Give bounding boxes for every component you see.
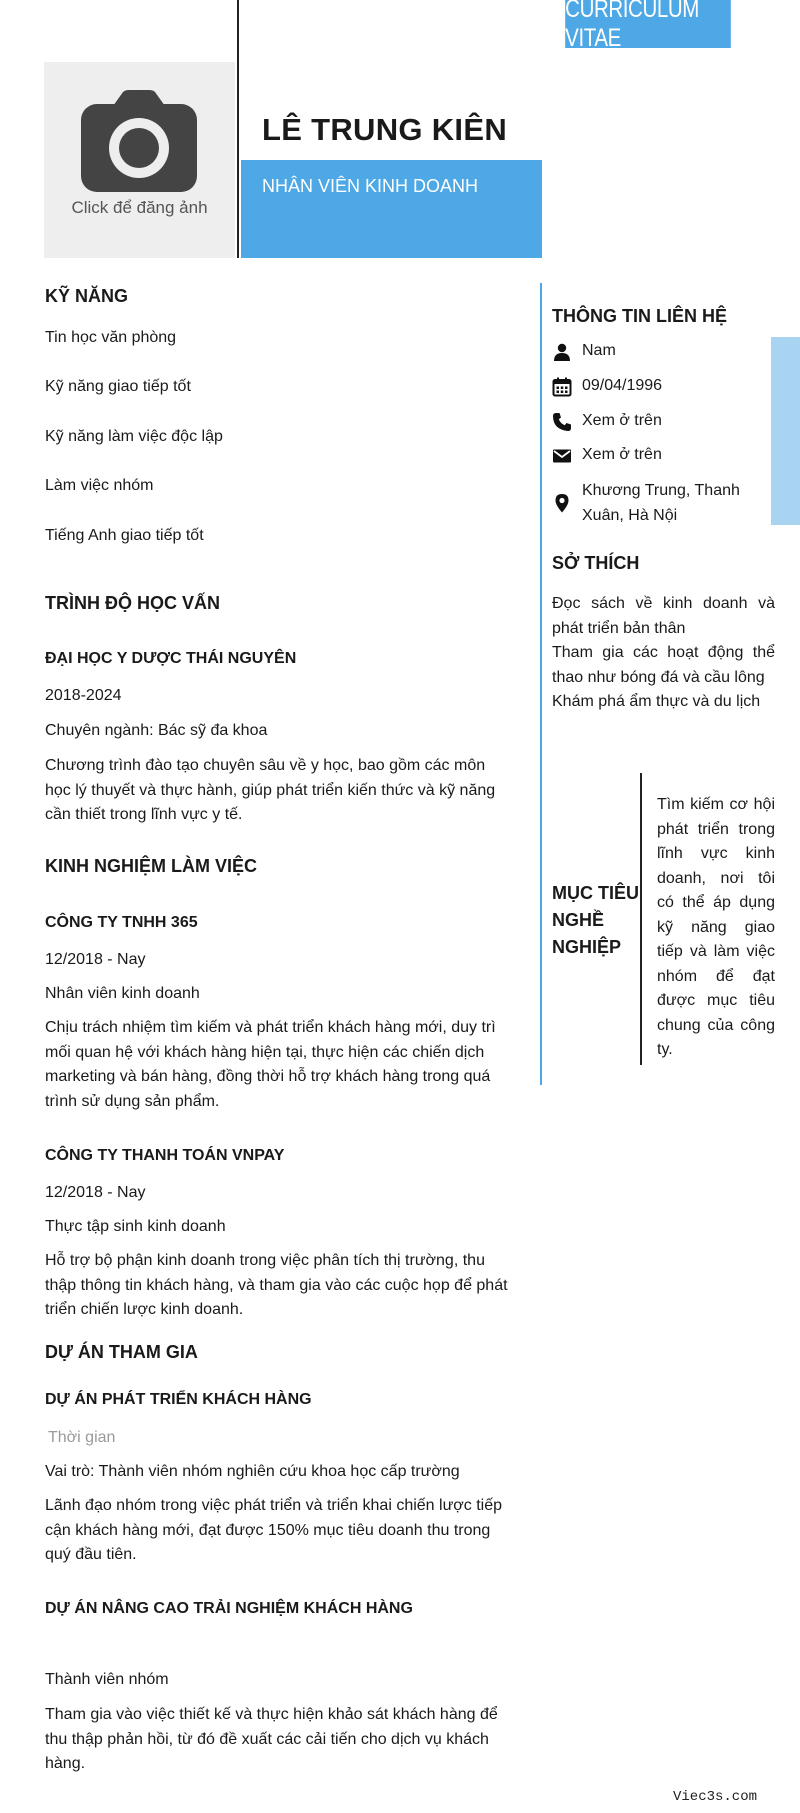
phone-icon: [552, 412, 574, 434]
project-role: Thành viên nhóm: [45, 1671, 169, 1688]
skill-item: Kỹ năng làm việc độc lập: [45, 428, 223, 445]
location-icon: [552, 493, 574, 515]
education-major: Chuyên ngành: Bác sỹ đa khoa: [45, 722, 268, 739]
project-name: DỰ ÁN PHÁT TRIỂN KHÁCH HÀNG: [45, 1391, 312, 1408]
job-position: Nhân viên kinh doanh: [45, 985, 200, 1002]
contact-phone: [552, 412, 662, 434]
skill-item: Làm việc nhóm: [45, 477, 154, 494]
experience-heading: KINH NGHIỆM LÀM VIỆC: [45, 856, 258, 876]
contact-email-value: Xem ở trên: [582, 446, 662, 463]
contact-phone-value: Xem ở trên: [582, 412, 662, 429]
job-title-box: [241, 160, 542, 258]
photo-caption: Click để đăng ảnh: [71, 198, 208, 217]
contact-gender-value: Nam: [582, 342, 616, 359]
project-name: DỰ ÁN NÂNG CAO TRẢI NGHIỆM KHÁCH HÀNG: [45, 1600, 413, 1617]
contact-gender: [552, 342, 616, 364]
skill-item: Tin học văn phòng: [45, 329, 177, 346]
job-period: 12/2018 - Nay: [45, 951, 146, 968]
skill-item: Kỹ năng giao tiếp tốt: [45, 378, 191, 395]
skill-item: Tiếng Anh giao tiếp tốt: [45, 527, 204, 544]
photo-upload[interactable]: [44, 62, 235, 258]
skills-heading: KỸ NĂNG: [45, 286, 129, 306]
calendar-icon: [552, 377, 574, 399]
contact-birthday-value: 09/04/1996: [582, 377, 663, 394]
contact-email: [552, 446, 662, 468]
user-icon: [552, 342, 574, 364]
job-position: Thực tập sinh kinh doanh: [45, 1218, 226, 1235]
education-school: ĐẠI HỌC Y DƯỢC THÁI NGUYÊN: [45, 650, 297, 667]
job-description: Hỗ trợ bộ phận kinh doanh trong việc phân tích thị trường, thu thập thông tin khách hàng, và tham gia vào các cuộc họp để phát triển chiến lược kinh doanh.: [45, 1252, 508, 1318]
project-role: Vai trò: Thành viên nhóm nghiên cứu khoa học cấp trường: [45, 1463, 460, 1480]
accent-bar: [771, 337, 800, 525]
projects-heading: DỰ ÁN THAM GIA: [45, 1342, 198, 1362]
goal-divider: [640, 773, 642, 1065]
hobbies-heading: SỞ THÍCH: [552, 553, 640, 573]
job-title: NHÂN VIÊN KINH DOANH: [262, 176, 479, 196]
contact-address: [552, 479, 762, 528]
header-divider: [237, 0, 239, 258]
job-period: 12/2018 - Nay: [45, 1184, 146, 1201]
job-company: CÔNG TY TNHH 365: [45, 914, 198, 931]
contact-birthday: [552, 377, 662, 399]
project-description: Lãnh đạo nhóm trong việc phát triển và triển khai chiến lược tiếp cận khách hàng mới, đạt được 150% mục tiêu doanh thu trong quý đầu tiên.: [45, 1497, 503, 1563]
mail-icon: [552, 446, 574, 468]
job-company: CÔNG TY THANH TOÁN VNPAY: [45, 1147, 285, 1164]
contact-heading: THÔNG TIN LIÊN HỆ: [552, 306, 727, 326]
education-description: Chương trình đào tạo chuyên sâu về y học, bao gồm các môn học lý thuyết và thực hành, giúp phát triển kiến thức và kỹ năng cần thiết trong lĩnh vực y tế.: [45, 757, 496, 823]
hobbies-text: Đọc sách về kinh doanh và phát triển bản thân Tham gia các hoạt động thể thao như bóng đá và cầu lông Khám phá ẩm thực và du lịch: [552, 595, 775, 710]
camera-icon: [81, 90, 197, 194]
cv-banner: CURRICULUM VITAE: [565, 0, 731, 48]
education-period: 2018-2024: [45, 687, 122, 704]
full-name: LÊ TRUNG KIÊN: [262, 112, 508, 147]
education-heading: TRÌNH ĐỘ HỌC VẤN: [45, 593, 220, 613]
project-time-field[interactable]: Thời gian: [48, 1429, 116, 1446]
goal-heading: MỤC TIÊU NGHỀ NGHIỆP: [552, 883, 639, 957]
goal-text: Tìm kiếm cơ hội phát triển trong lĩnh vực kinh doanh, nơi tôi có thể áp dụng kỹ năng giao tiếp và làm việc nhóm để đạt được mục tiêu chung của công ty.: [657, 796, 775, 1058]
column-divider: [540, 283, 542, 1085]
footer-credit: Viec3s.com: [673, 1789, 758, 1805]
job-description: Chịu trách nhiệm tìm kiếm và phát triển khách hàng mới, duy trì mối quan hệ với khách hàng hiện tại, thực hiện các chiến dịch marketing và bán hàng, đồng thời hỗ trợ khách hàng trong quá trình sử dụng sản phẩm.: [45, 1019, 496, 1110]
contact-address-value: Khương Trung, Thanh Xuân, Hà Nội: [582, 482, 740, 524]
project-description: Tham gia vào việc thiết kế và thực hiện khảo sát khách hàng để thu thập phản hồi, từ đó đề xuất các cải tiến cho dịch vụ khách hàng.: [45, 1706, 498, 1772]
